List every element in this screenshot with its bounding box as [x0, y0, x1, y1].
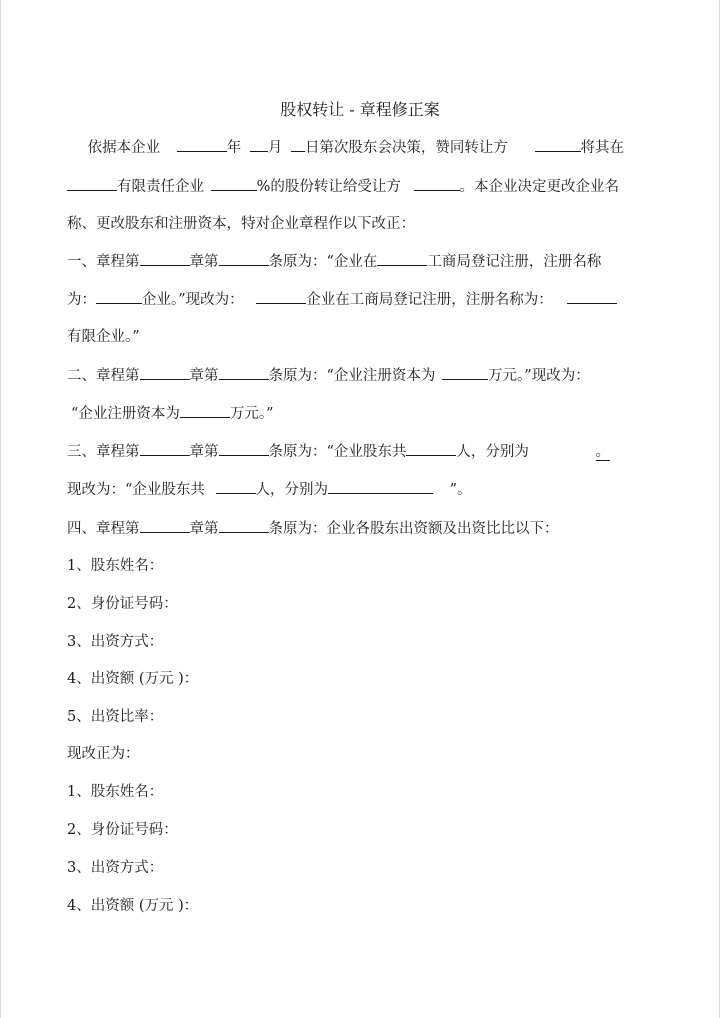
item2-line-2 [67, 403, 679, 424]
item2-text: 万元。” [229, 406, 274, 422]
original-field: 2、身份证号码： [67, 596, 178, 612]
item3-line-2 [67, 479, 679, 500]
new-count-blank [216, 479, 256, 494]
item1-line-1 [67, 251, 679, 272]
item3-text: ”。 [449, 482, 472, 498]
month-blank [250, 137, 268, 152]
old-capital-blank [442, 365, 488, 380]
year-blank [177, 137, 227, 152]
intro-line-1 [67, 137, 679, 158]
item3-text: 条原为：“企业股东共 [268, 444, 407, 460]
item4-line-1 [67, 518, 679, 539]
original-field: 1、股东姓名： [67, 558, 164, 574]
percent-blank [211, 176, 257, 191]
item3-text: 现改为：“企业股东共 [67, 482, 205, 498]
intro-text: %的股份转让给受让方 [256, 179, 401, 195]
page-title: 股权转让 - 章程修正案 [280, 100, 440, 119]
amended-field: 3、出资方式： [67, 860, 164, 876]
item4-text: 条原为：企业各股东出资额及出资比比以下： [268, 521, 559, 537]
item1-text: 企业。”现改为： [142, 292, 244, 308]
article-blank [219, 365, 269, 380]
item3-text: 三、章程第 [67, 444, 140, 460]
old-count-blank [406, 441, 456, 456]
new-name-blank [567, 289, 617, 304]
item4-text: 四、章程第 [67, 521, 140, 537]
article-blank [219, 251, 269, 266]
chapter-blank [140, 251, 190, 266]
item2-text: 章第 [189, 368, 219, 384]
item2-text: 万元。”现改为： [488, 368, 590, 384]
old-name-blank [96, 289, 142, 304]
intro-text: 依据本企业 [87, 140, 161, 156]
article-blank [219, 441, 269, 456]
item3-text: 人，分别为 [456, 444, 529, 460]
intro-text: 。本企业决定更改企业名 [459, 179, 619, 195]
intro-text: 有限责任企业 [117, 179, 204, 195]
original-field: 3、出资方式： [67, 634, 164, 650]
new-capital-blank [180, 403, 230, 418]
item1-text: 一、章程第 [67, 254, 140, 270]
transferee-blank [414, 176, 460, 191]
chapter-blank [140, 441, 190, 456]
intro-text: 年 [226, 140, 242, 156]
original-field: 4、出资额 (万元 )： [67, 671, 199, 687]
amended-field: 1、股东姓名： [67, 784, 164, 800]
item3-text: 章第 [189, 444, 219, 460]
item3-text: 人，分别为 [255, 482, 329, 498]
item2-text: 条原为：“企业注册资本为 [268, 368, 436, 384]
chapter-blank [140, 518, 190, 533]
amended-field: 2、身份证号码： [67, 822, 178, 838]
item3-text: 。 [595, 444, 611, 460]
item1-text: 企业在工商局登记注册，注册名称为： [306, 292, 553, 308]
company-blank [67, 176, 117, 191]
transferor-blank [535, 137, 581, 152]
new-location-blank [256, 289, 306, 304]
bureau-blank [377, 251, 427, 266]
intro-text: 月 [267, 140, 283, 156]
amended-heading: 现改正为： [67, 746, 140, 762]
item1-line-2 [67, 289, 679, 310]
item2-text: “企业注册资本为 [71, 406, 180, 422]
new-shareholders-blank [328, 479, 433, 494]
item1-text: 条原为：“企业在 [268, 254, 378, 270]
item2-text: 二、章程第 [67, 368, 140, 384]
item1-line-3: 有限企业。” [67, 329, 140, 345]
day-blank [291, 137, 305, 152]
item4-text: 章第 [189, 521, 219, 537]
article-blank [219, 518, 269, 533]
intro-line-2 [67, 176, 679, 197]
intro-text: 将其在 [580, 140, 625, 156]
intro-text: 日第次股东会决策，赞同转让方 [304, 140, 508, 156]
item1-text: 工商局登记注册，注册名称 [427, 254, 602, 270]
amended-field: 4、出资额 (万元 )： [67, 898, 199, 914]
original-field: 5、出资比率： [67, 709, 164, 725]
item2-line-1 [67, 365, 679, 386]
item1-text: 章第 [189, 254, 219, 270]
item3-line-1 [67, 441, 679, 462]
chapter-blank [140, 365, 190, 380]
intro-line-3: 称、更改股东和注册资本，特对企业章程作以下改正： [67, 216, 415, 232]
item1-text: 为： [67, 292, 96, 308]
